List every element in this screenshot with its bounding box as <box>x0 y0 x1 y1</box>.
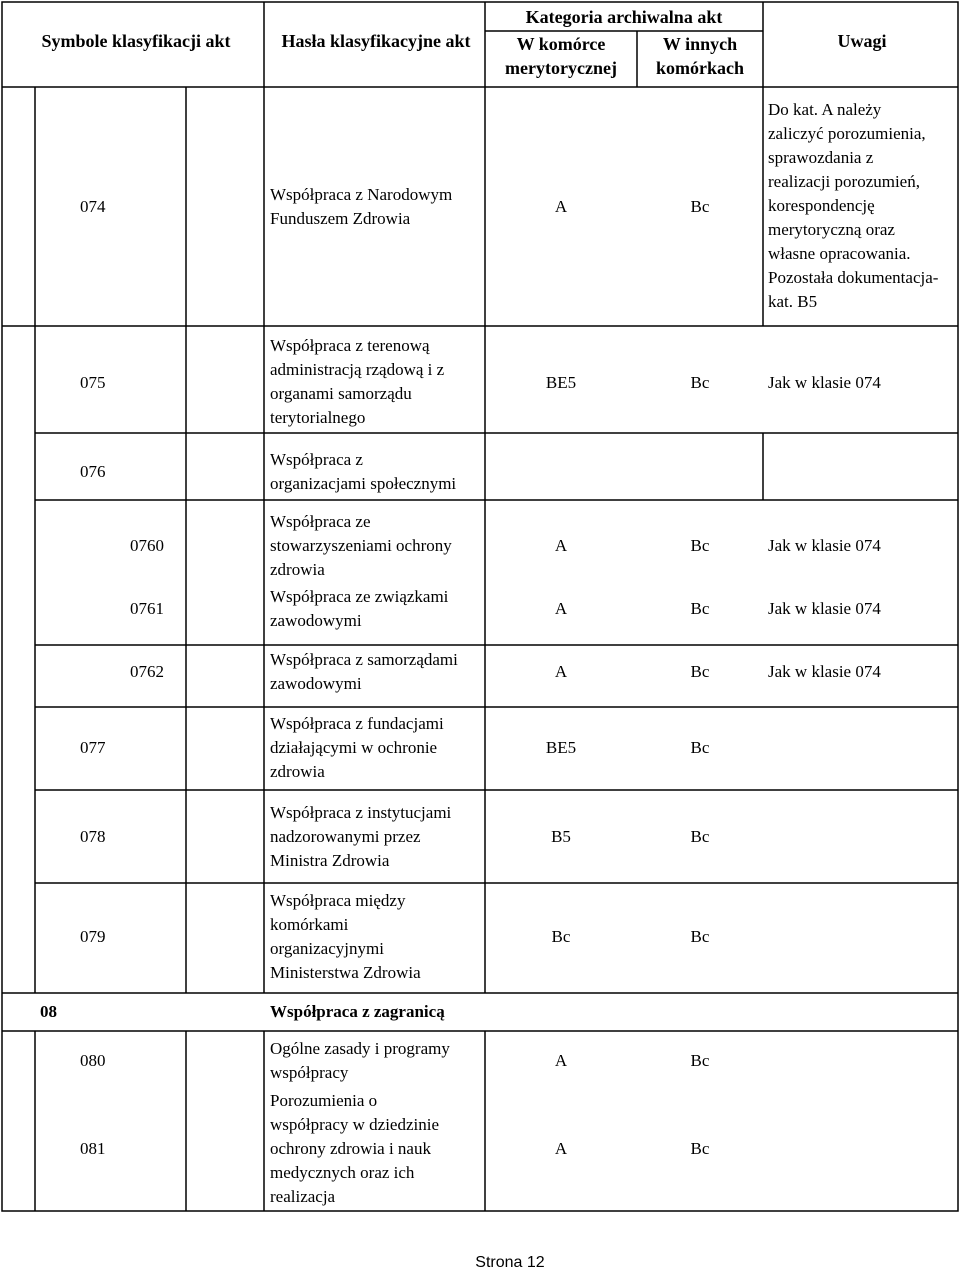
row-0761-title: Współpraca ze związkami zawodowymi <box>270 587 449 630</box>
row-075-title: Współpraca z terenową administracją rządową i z organami samorządu terytorialnego <box>270 336 445 427</box>
row-0761-own: A <box>554 599 568 618</box>
row-080-own: A <box>554 1051 568 1070</box>
row-075-other: Bc <box>690 373 710 392</box>
row-077-title: Współpraca z fundacjami działającymi w ochronie zdrowia <box>270 714 444 781</box>
row-078-other: Bc <box>690 827 710 846</box>
row-074-own: A <box>554 197 568 216</box>
section-08-title: Współpraca z zagranicą <box>270 1002 445 1021</box>
header-category-other: W innych komórkach <box>655 34 745 78</box>
row-081-own: A <box>554 1139 568 1158</box>
header-symbols: Symbole klasyfikacji akt <box>41 31 231 51</box>
row-077-other: Bc <box>690 738 710 757</box>
row-074-other: Bc <box>690 197 710 216</box>
row-074-note: Do kat. A należy zaliczyć porozumienia, sprawozdania z realizacji porozumień, korespondencję merytoryczną oraz własne opracowania. Pozostała dokumentacja- kat. B5 <box>768 100 939 311</box>
row-0762-other: Bc <box>690 662 710 681</box>
section-08-code: 08 <box>40 1002 57 1021</box>
row-077-own: BE5 <box>545 738 577 757</box>
row-0761-code: 0761 <box>130 599 164 618</box>
row-081-title: Porozumienia o współpracy w dziedzinie ochrony zdrowia i nauk medycznych oraz ich realizacja <box>270 1091 439 1206</box>
row-081-other: Bc <box>690 1139 710 1158</box>
row-078-code: 078 <box>80 827 106 846</box>
row-080-other: Bc <box>690 1051 710 1070</box>
row-079-title: Współpraca między komórkami organizacyjnymi Ministerstwa Zdrowia <box>270 891 421 982</box>
row-074-title: Współpraca z Narodowym Funduszem Zdrowia <box>270 185 453 228</box>
row-0762-code: 0762 <box>130 662 164 681</box>
row-0762-title: Współpraca z samorządami zawodowymi <box>270 650 458 693</box>
row-076-code: 076 <box>80 462 106 481</box>
row-0760-note: Jak w klasie 074 <box>768 536 881 555</box>
row-078-own: B5 <box>551 827 571 846</box>
header-category-own: W komórce merytorycznej <box>505 34 617 78</box>
row-0760-title: Współpraca ze stowarzyszeniami ochrony zdrowia <box>270 512 452 579</box>
page-number: Strona 12 <box>475 1254 545 1271</box>
row-075-code: 075 <box>80 373 106 392</box>
row-075-own: BE5 <box>545 373 577 392</box>
header-category: Kategoria archiwalna akt <box>525 7 723 27</box>
row-0760-other: Bc <box>690 536 710 555</box>
row-0761-other: Bc <box>690 599 710 618</box>
row-079-own: Bc <box>551 927 571 946</box>
row-079-code: 079 <box>80 927 106 946</box>
row-079-other: Bc <box>690 927 710 946</box>
row-078-title: Współpraca z instytucjami nadzorowanymi przez Ministra Zdrowia <box>270 803 452 870</box>
row-0760-code: 0760 <box>130 536 164 555</box>
row-080-code: 080 <box>80 1051 106 1070</box>
row-077-code: 077 <box>80 738 106 757</box>
row-0761-note: Jak w klasie 074 <box>768 599 881 618</box>
row-0760-own: A <box>554 536 568 555</box>
row-081-code: 081 <box>80 1139 106 1158</box>
header-notes: Uwagi <box>837 31 887 51</box>
row-080-title: Ogólne zasady i programy współpracy <box>270 1039 450 1082</box>
row-076-title: Współpraca z organizacjami społecznymi <box>270 450 457 493</box>
row-0762-own: A <box>554 662 568 681</box>
row-074-code: 074 <box>80 197 106 216</box>
row-0762-note: Jak w klasie 074 <box>768 662 881 681</box>
header-keywords: Hasła klasyfikacyjne akt <box>281 31 471 51</box>
row-075-note: Jak w klasie 074 <box>768 373 881 392</box>
